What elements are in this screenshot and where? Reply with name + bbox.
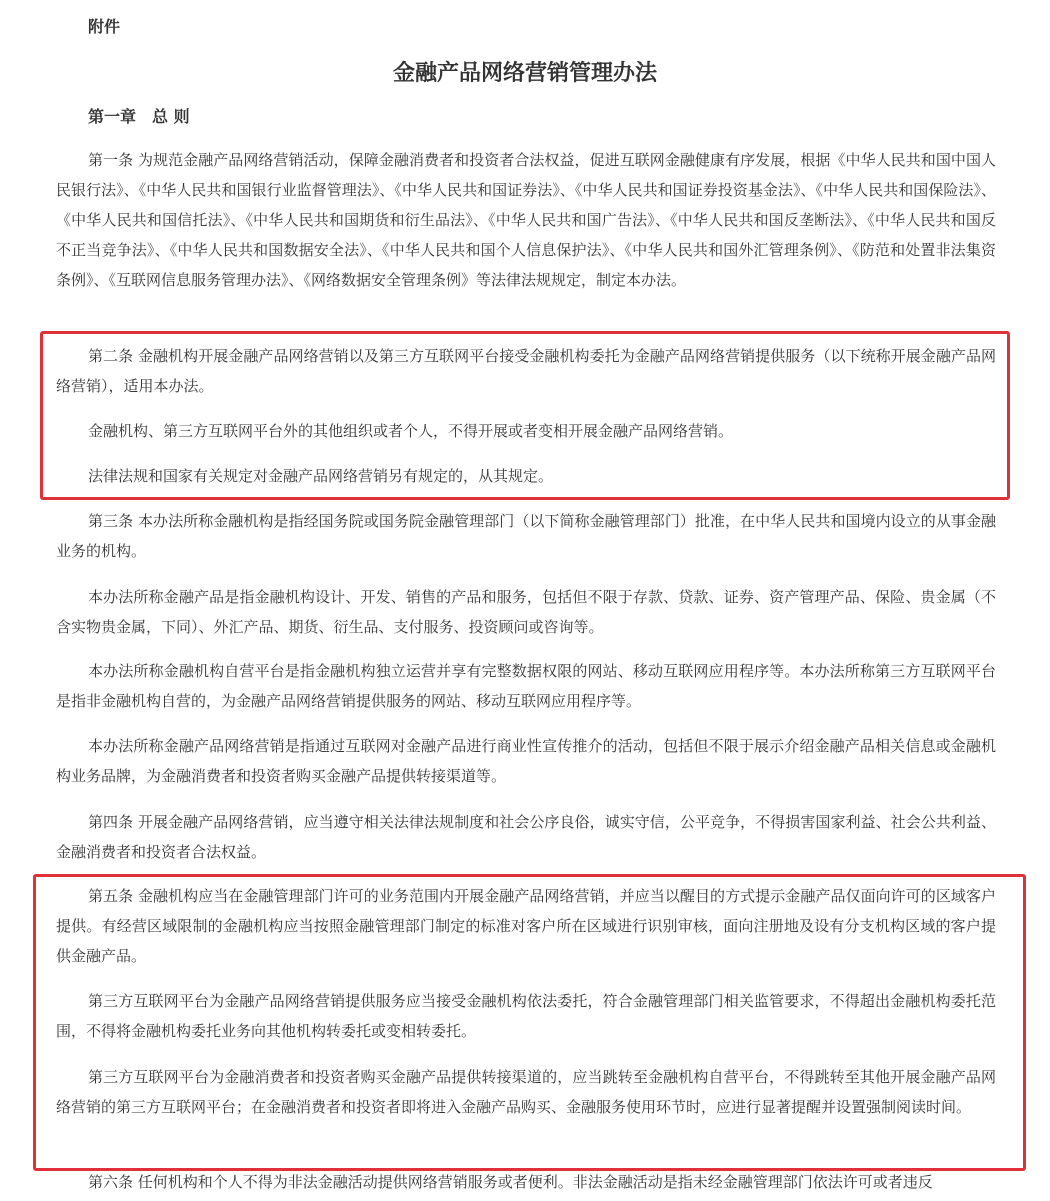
- article-5-paragraph-1: 第五条 金融机构应当在金融管理部门许可的业务范围内开展金融产品网络营销，并应当以醒目的方式提示金融产品仅面向许可的区域客户提供。有经营区域限制的金融机构应当按照金融管理部门制定的标准对客户所在区域进行识别审核，面向注册地及设有分支机构区域的客户提供金融产品。: [56, 887, 996, 965]
- article-4: 第四条 开展金融产品网络营销，应当遵守相关法律法规制度和社会公序良俗，诚实守信，公平竞争，不得损害国家利益、社会公共利益、金融消费者和投资者合法权益。: [56, 813, 996, 861]
- article-3-paragraph-3: 本办法所称金融机构自营平台是指金融机构独立运营并享有完整数据权限的网站、移动互联网应用程序等。本办法所称第三方互联网平台是指非金融机构自营的，为金融产品网络营销提供服务的网站、移动互联网应用程序等。: [56, 662, 996, 710]
- article-1: 第一条 为规范金融产品网络营销活动，保障金融消费者和投资者合法权益，促进互联网金融健康有序发展，根据《中华人民共和国中国人民银行法》、《中华人民共和国银行业监督管理法》、《中华人民共和国证券法》、《中华人民共和国证券投资基金法》、《中华人民共和国保险法》、《中华人民共和国信托法》、《中华人民共和国期货和衍生品法》、《中华人民共和国广告法》、《中华人民共和国反垄断法》、《中华人民共和国反不正当竞争法》、《中华人民共和国数据安全法》、《中华人民共和国个人信息保护法》、《中华人民共和国外汇管理条例》、《防范和处置非法集资条例》、《互联网信息服务管理办法》、《网络数据安全管理条例》等法律法规规定，制定本办法。: [56, 151, 996, 289]
- article-3-paragraph-4: 本办法所称金融产品网络营销是指通过互联网对金融产品进行商业性宣传推介的活动，包括但不限于展示介绍金融产品相关信息或金融机构业务品牌，为金融消费者和投资者购买金融产品提供转接渠道等。: [56, 737, 996, 785]
- chapter-heading: 第一章 总 则: [88, 107, 190, 126]
- article-2-paragraph-3: 法律法规和国家有关规定对金融产品网络营销另有规定的，从其规定。: [88, 467, 554, 485]
- article-3-paragraph-1: 第三条 本办法所称金融机构是指经国务院或国务院金融管理部门（以下简称金融管理部门）批准，在中华人民共和国境内设立的从事金融业务的机构。: [56, 512, 996, 560]
- article-2-paragraph-2: 金融机构、第三方互联网平台外的其他组织或者个人，不得开展或者变相开展金融产品网络营销。: [88, 422, 734, 440]
- article-5-paragraph-3: 第三方互联网平台为金融消费者和投资者购买金融产品提供转接渠道的，应当跳转至金融机构自营平台，不得跳转至其他开展金融产品网络营销的第三方互联网平台；在金融消费者和投资者即将进入金融产品购买、金融服务使用环节时，应进行显著提醒并设置强制阅读时间。: [56, 1068, 996, 1116]
- attachment-label: 附件: [88, 17, 121, 36]
- article-6: 第六条 任何机构和个人不得为非法金融活动提供网络营销服务或者便利。非法金融活动是指未经金融管理部门依法许可或者违反: [88, 1173, 933, 1191]
- article-3-paragraph-2: 本办法所称金融产品是指金融机构设计、开发、销售的产品和服务，包括但不限于存款、贷款、证券、资产管理产品、保险、贵金属（不含实物贵金属，下同）、外汇产品、期货、衍生品、支付服务、投资顾问或咨询等。: [56, 588, 996, 636]
- article-5-paragraph-2: 第三方互联网平台为金融产品网络营销提供服务应当接受金融机构依法委托，符合金融管理部门相关监管要求，不得超出金融机构委托范围，不得将金融机构委托业务向其他机构转委托或变相转委托。: [56, 992, 996, 1040]
- article-2-paragraph-1: 第二条 金融机构开展金融产品网络营销以及第三方互联网平台接受金融机构委托为金融产品网络营销提供服务（以下统称开展金融产品网络营销），适用本办法。: [56, 347, 996, 395]
- document-title: 金融产品网络营销管理办法: [392, 60, 657, 86]
